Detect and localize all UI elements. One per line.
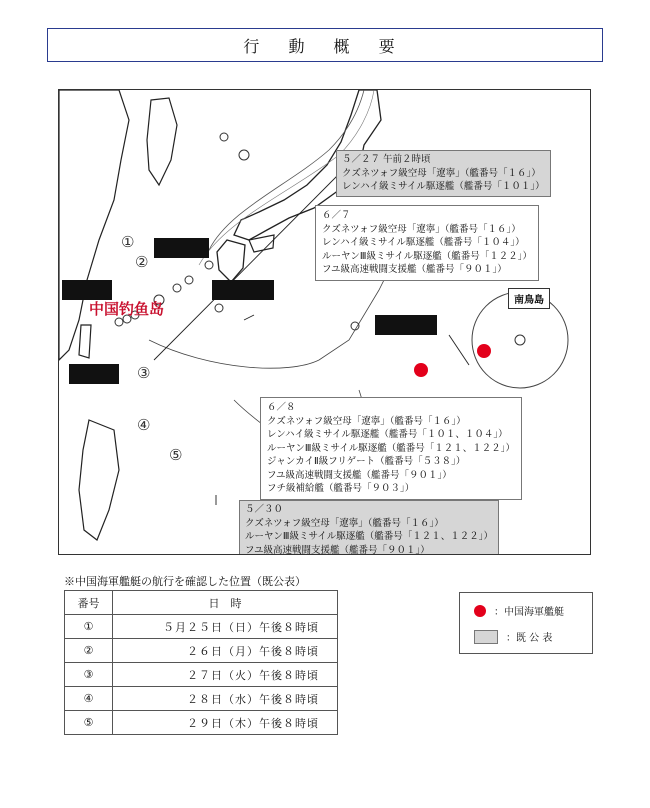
callout-line: フチ級補給艦（艦番号「９０３」） xyxy=(267,483,415,494)
redacted-label xyxy=(212,280,274,300)
minamitorishima-label: 南鳥島 xyxy=(508,288,550,309)
table-row xyxy=(65,615,338,639)
callout-line: クズネツォフ級空母「遼寧」（艦番号「１６」） xyxy=(322,223,521,235)
legend-published xyxy=(474,629,552,644)
position-number-3: ③ xyxy=(137,364,151,382)
callout-0530 xyxy=(239,500,499,555)
table-row xyxy=(65,711,338,735)
callout-line: クズネツォフ級空母「遼寧」（艦番号「１６」） xyxy=(245,517,444,529)
redacted-label xyxy=(62,280,112,300)
position-number-1: ① xyxy=(121,233,135,251)
map-legend xyxy=(459,592,593,654)
row-number: ⑤ xyxy=(65,711,113,735)
callout-line: ジャンカイⅡ級フリゲート（艦番号「５３８」） xyxy=(267,456,466,467)
map-area xyxy=(58,89,591,555)
china-coast xyxy=(59,90,129,360)
table-row xyxy=(65,639,338,663)
legend-ship-label: ：中国海軍艦艇 xyxy=(494,607,564,618)
ship-marker xyxy=(414,363,428,377)
row-number: ① xyxy=(65,615,113,639)
header-number: 番号 xyxy=(65,591,113,615)
table-header-row xyxy=(65,591,338,615)
callout-line: フユ級高速戦闘支援艦（艦番号「９０１」） xyxy=(322,264,507,275)
callout-line: ５／３０ xyxy=(245,504,284,515)
japan-kyushu xyxy=(217,240,245,282)
row-date: ２９日（木）午後８時頃 xyxy=(113,711,338,735)
position-number-2: ② xyxy=(135,253,149,271)
callout-line: ５／２７ 午前２時頃 xyxy=(342,154,431,165)
position-date-table xyxy=(64,590,338,735)
row-date: ２７日（火）午後８時頃 xyxy=(113,663,338,687)
philippines xyxy=(79,420,119,540)
table-row xyxy=(65,663,338,687)
callout-line: クズネツォフ級空母「遼寧」（艦番号「１６」） xyxy=(267,415,466,427)
callout-line: ルーヤンⅢ級ミサイル駆逐艦（艦番号「１２１、１２２」） xyxy=(245,531,494,542)
redacted-label xyxy=(154,238,209,258)
callout-line: ６／７ xyxy=(322,210,351,221)
table-note: ※中国海軍艦艇の航行を確認した位置（既公表） xyxy=(64,575,306,588)
callout-line: レンハイ級ミサイル駆逐艦（艦番号「１０４」） xyxy=(322,237,525,248)
red-overlay-label: 中国钓鱼岛 xyxy=(89,300,165,318)
korea xyxy=(147,98,177,185)
row-number: ② xyxy=(65,639,113,663)
callout-line: フユ級高速戦闘支援艦（艦番号「９０１」） xyxy=(245,544,430,555)
callout-line: ルーヤンⅢ級ミサイル駆逐艦（艦番号「１２２」） xyxy=(322,250,533,262)
position-number-4: ④ xyxy=(137,416,151,434)
callout-line: クズネツォフ級空母「遼寧」（艦番号「１６」） xyxy=(342,167,541,179)
row-number: ③ xyxy=(65,663,113,687)
redacted-label xyxy=(375,315,437,335)
row-date: ２６日（月）午後８時頃 xyxy=(113,639,338,663)
callout-0607 xyxy=(315,205,539,281)
position-number-5: ⑤ xyxy=(169,446,183,464)
callout-line: レンハイ級ミサイル駆逐艦（艦番号「１０１」） xyxy=(342,181,545,192)
legend-ship xyxy=(474,603,564,618)
table-row xyxy=(65,687,338,711)
red-dot-icon xyxy=(474,605,486,617)
callout-0608 xyxy=(260,397,522,500)
gray-box-icon xyxy=(474,630,498,644)
row-number: ④ xyxy=(65,687,113,711)
redacted-label xyxy=(69,364,119,384)
callout-line: フユ級高速戦闘支援艦（艦番号「９０１」） xyxy=(267,469,452,481)
callout-line: ６／８ xyxy=(267,402,296,413)
taiwan xyxy=(79,325,91,358)
callout-0527 xyxy=(336,150,551,197)
row-date: ２８日（水）午後８時頃 xyxy=(113,687,338,711)
legend-published-label: ：既 公 表 xyxy=(506,633,553,644)
row-date: ５月２５日（日）午後８時頃 xyxy=(113,615,338,639)
header-date: 日 時 xyxy=(113,591,338,615)
callout-line: レンハイ級ミサイル駆逐艦（艦番号「１０１、１０４」） xyxy=(267,429,508,440)
callout-line: ルーヤンⅢ級ミサイル駆逐艦（艦番号「１２１、１２２」） xyxy=(267,442,516,454)
page-title: 行 動 概 要 xyxy=(47,28,603,62)
ship-marker xyxy=(477,344,491,358)
